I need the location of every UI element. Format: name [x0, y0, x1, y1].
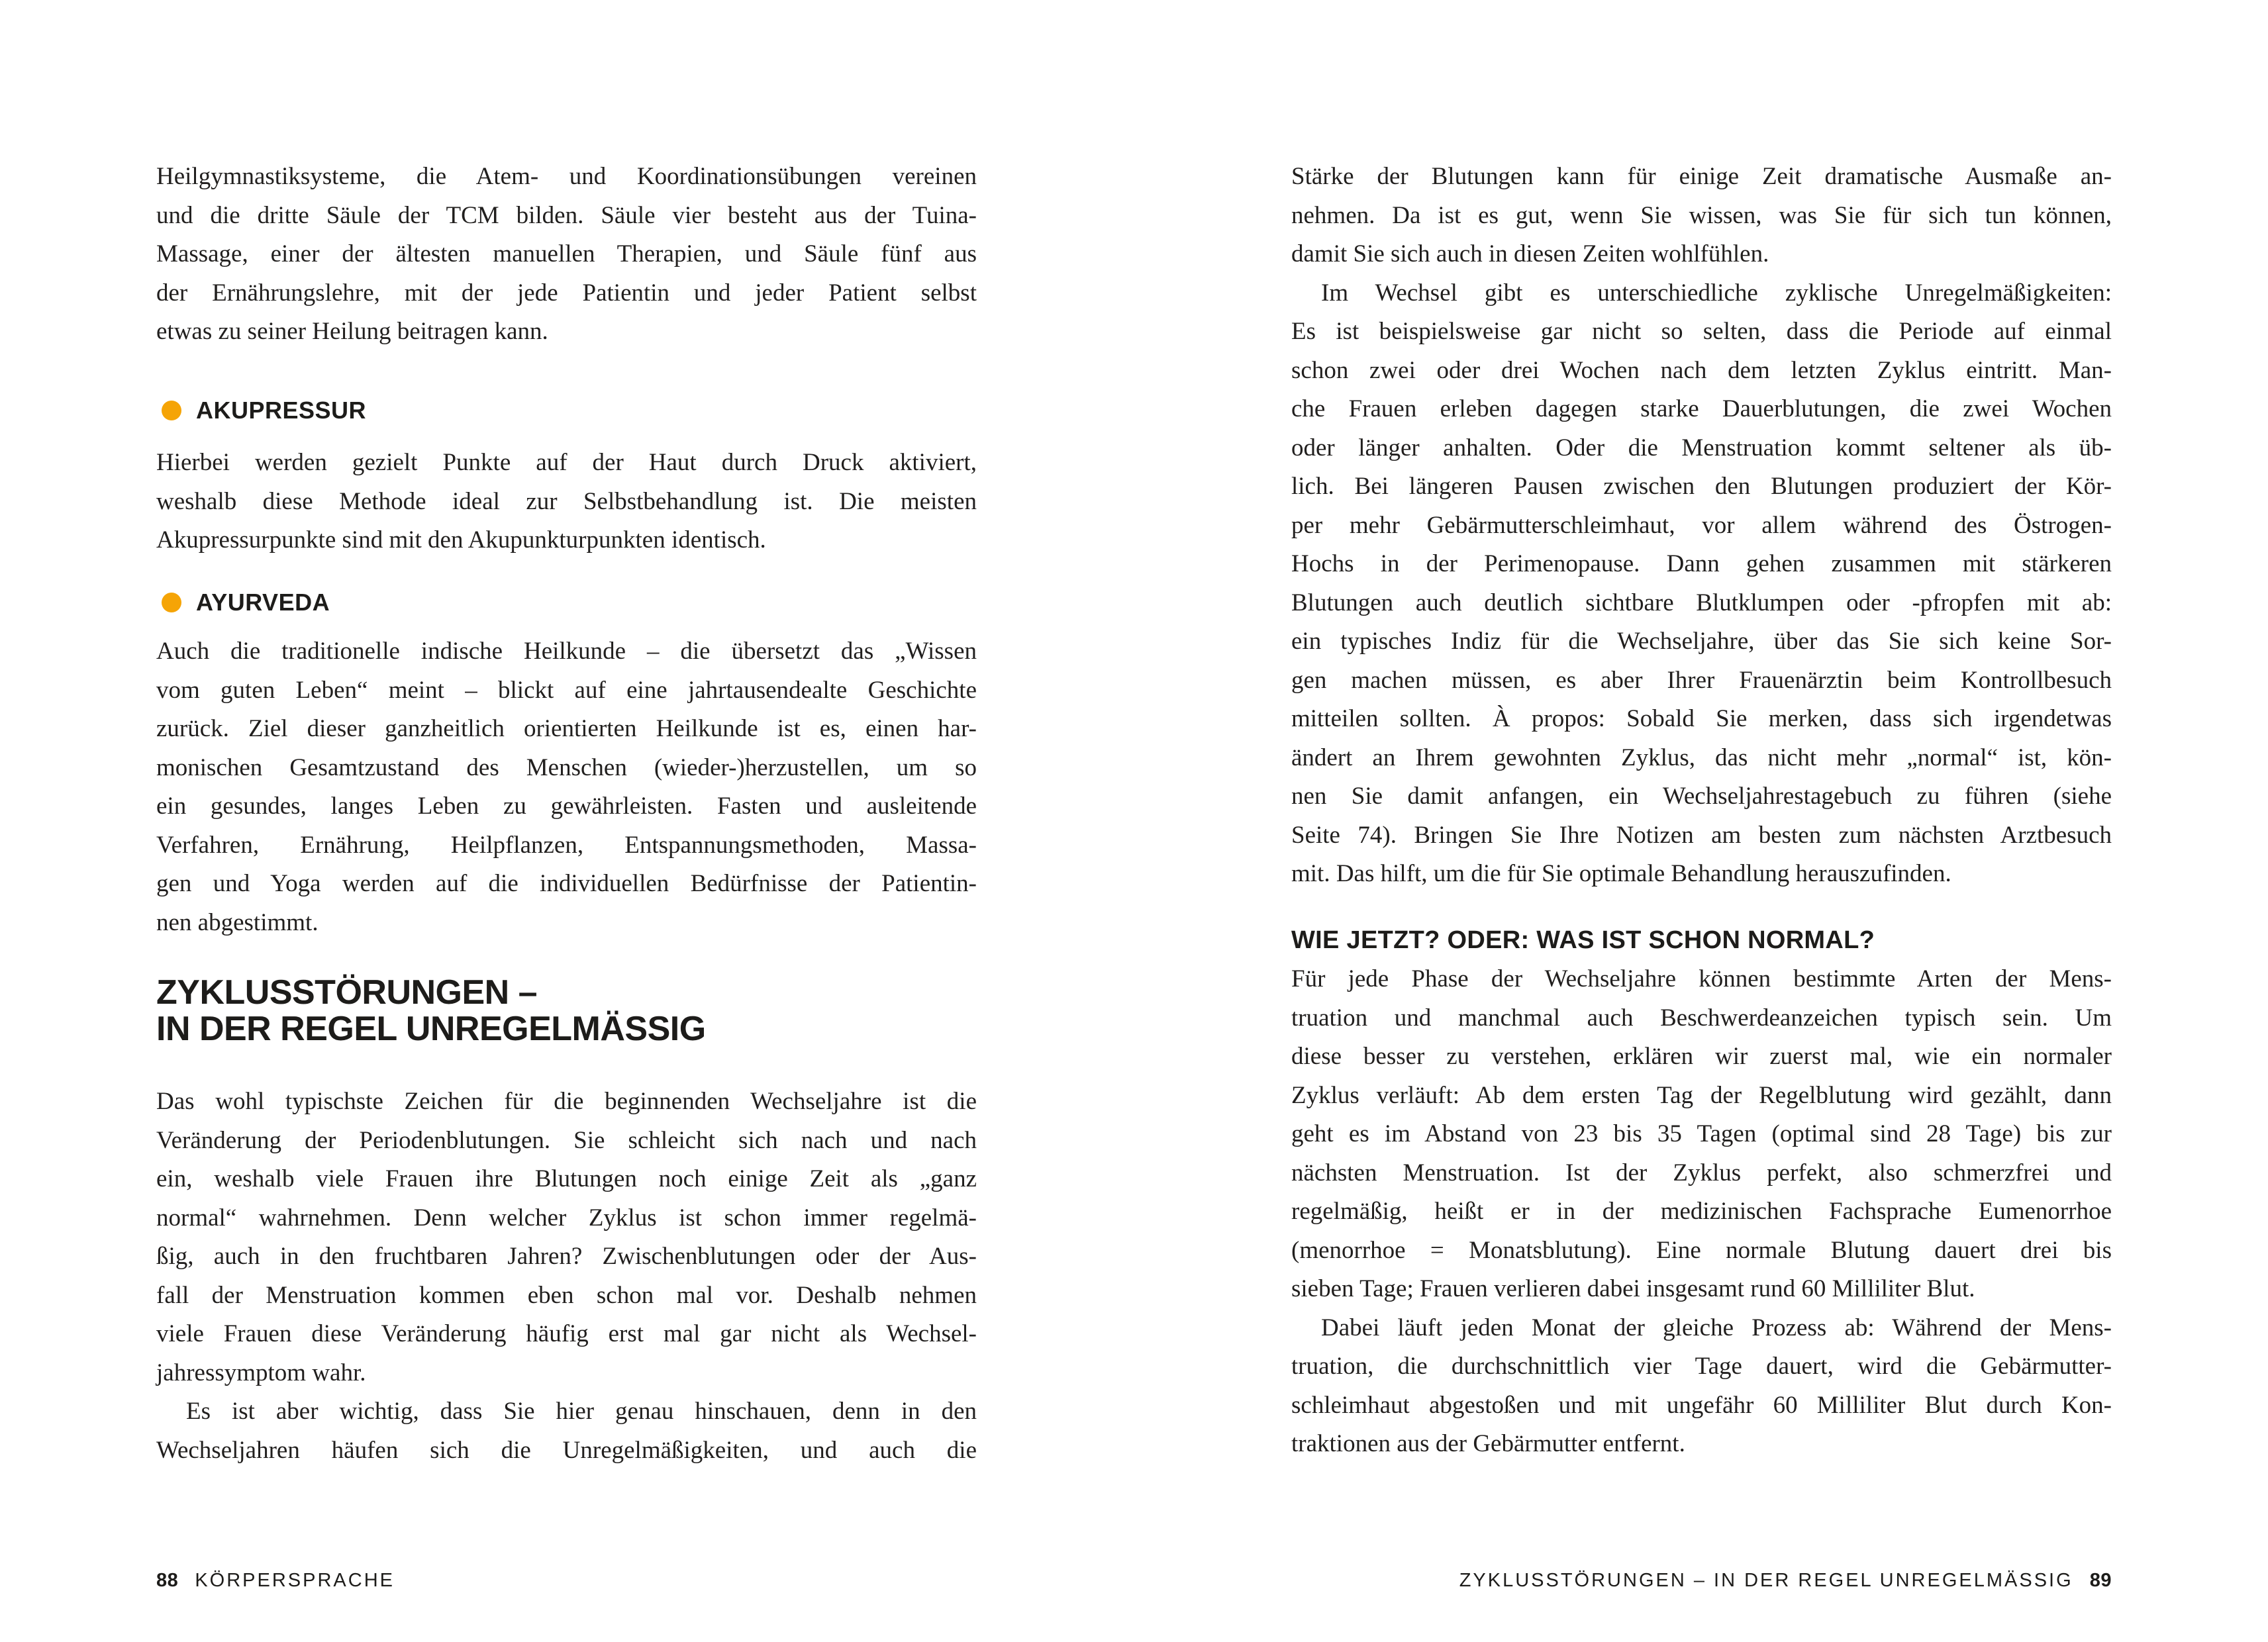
text-line: nen abgestimmt. [156, 908, 319, 936]
footer-right [1459, 1569, 2112, 1592]
text-line: weshalb diese Methode ideal zur Selbstbehandlung ist. Die meisten [156, 487, 977, 515]
ayurveda-paragraph [156, 632, 977, 942]
text-line: schleimhaut abgestoßen und mit ungefähr 60 Milliliter Blut durch Kon- [1291, 1391, 2112, 1419]
page-number: 88 [156, 1570, 179, 1591]
text-line: der Ernährungslehre, mit der jede Patientin und jeder Patient selbst [156, 279, 977, 307]
text-line: viele Frauen diese Veränderung häufig erst mal gar nicht als Wechsel- [156, 1320, 977, 1347]
section-heading-akupressur [156, 397, 366, 424]
text-line: Es ist aber wichtig, dass Sie hier genau hinschauen, denn in den [186, 1398, 977, 1425]
text-line: mit. Das hilft, um die für Sie optimale Behandlung herauszufinden. [1291, 860, 1951, 887]
text-line: nehmen. Da ist es gut, wenn Sie wissen, was Sie für sich tun können, [1291, 201, 2112, 229]
chapter-heading-line2: IN DER REGEL UNREGELMÄSSIG [156, 1010, 706, 1048]
text-line: mitteilen sollten. À propos: Sobald Sie merken, dass sich irgendetwas [1291, 705, 2112, 732]
text-line: Dabei läuft jeden Monat der gleiche Prozess ab: Während der Mens- [1321, 1314, 2112, 1341]
section-heading-ayurveda [156, 589, 330, 616]
text-line: Hierbei werden gezielt Punkte auf der Haut durch Druck aktiviert, [156, 449, 977, 476]
text-line: oder länger anhalten. Oder die Menstruation kommt seltener als üb- [1291, 434, 2112, 461]
text-line: und die dritte Säule der TCM bilden. Säule vier besteht aus der Tuina- [156, 201, 977, 229]
cycle-paragraph [156, 1083, 977, 1470]
cycle-irregularities-paragraph [1291, 158, 2112, 894]
text-line: gen und Yoga werden auf die individuellen Bedürfnisse der Patientin- [156, 870, 977, 897]
text-line: nen Sie damit anfangen, ein Wechseljahrestagebuch zu führen (siehe [1291, 783, 2112, 810]
text-line: monischen Gesamtzustand des Menschen (wieder-)herzustellen, um so [156, 753, 977, 781]
text-line: Massage, einer der ältesten manuellen Therapien, und Säule fünf aus [156, 240, 977, 267]
text-line: Auch die traditionelle indische Heilkunde – die übersetzt das „Wissen [156, 638, 977, 665]
text-line: damit Sie sich auch in diesen Zeiten wohlfühlen. [1291, 240, 1769, 267]
text-line: ein, weshalb viele Frauen ihre Blutungen noch einige Zeit als „ganz [156, 1165, 977, 1192]
text-line: fall der Menstruation kommen eben schon mal vor. Deshalb nehmen [156, 1281, 977, 1309]
text-line: che Frauen erleben dagegen starke Dauerblutungen, die zwei Wochen [1291, 395, 2112, 422]
text-line: traktionen aus der Gebärmutter entfernt. [1291, 1430, 1685, 1457]
text-line: jahressymptom wahr. [156, 1359, 366, 1386]
text-line: vom guten Leben“ meint – blickt auf eine jahrtausendealte Geschichte [156, 676, 977, 704]
text-line: per mehr Gebärmutterschleimhaut, vor allem während des Östrogen- [1291, 511, 2112, 539]
text-line: Akupressurpunkte sind mit den Akupunkturpunkten identisch. [156, 526, 766, 554]
text-line: lich. Bei längeren Pausen zwischen den Blutungen produziert der Kör- [1291, 473, 2112, 500]
akupressur-paragraph [156, 444, 977, 560]
text-line: ändert an Ihrem gewohnten Zyklus, das nicht mehr „normal“ ist, kön- [1291, 744, 2112, 771]
text-line: Zyklus verläuft: Ab dem ersten Tag der Regelblutung wird gezählt, dann [1291, 1081, 2112, 1109]
text-line: sieben Tage; Frauen verlieren dabei insgesamt rund 60 Milliliter Blut. [1291, 1275, 1975, 1302]
text-line: Wechseljahren häufen sich die Unregelmäßigkeiten, und auch die [156, 1436, 977, 1464]
text-line: (menorrhoe = Monatsblutung). Eine normale Blutung dauert drei bis [1291, 1236, 2112, 1264]
chapter-heading-line1: ZYKLUSSTÖRUNGEN – [156, 973, 538, 1012]
text-line: Im Wechsel gibt es unterschiedliche zyklische Unregelmäßigkeiten: [1321, 279, 2112, 307]
text-line: truation, die durchschnittlich vier Tage dauert, wird die Gebärmutter- [1291, 1353, 2112, 1380]
page-right [1291, 0, 2112, 1642]
section-heading-label: AKUPRESSUR [196, 397, 367, 424]
text-line: truation und manchmal auch Beschwerdeanzeichen typisch sein. Um [1291, 1004, 2112, 1032]
text-line: Es ist beispielsweise gar nicht so selten, dass die Periode auf einmal [1291, 318, 2112, 345]
text-line: gen machen müssen, es aber Ihrer Frauenärztin beim Kontrollbesuch [1291, 666, 2112, 694]
text-line: geht es im Abstand von 23 bis 35 Tagen (optimal sind 28 Tage) bis zur [1291, 1120, 2112, 1147]
running-title: ZYKLUSSTÖRUNGEN – IN DER REGEL UNREGELMÄSSIG [1459, 1570, 2073, 1591]
page-number: 89 [2089, 1570, 2112, 1591]
running-title: KÖRPERSPRACHE [195, 1570, 395, 1591]
text-line: normal“ wahrnehmen. Denn welcher Zyklus ist schon immer regelmä- [156, 1204, 977, 1232]
text-line: Stärke der Blutungen kann für einige Zeit dramatische Ausmaße an- [1291, 163, 2112, 190]
text-line: ein typisches Indiz für die Wechseljahre, über das Sie sich keine Sor- [1291, 628, 2112, 655]
text-line: regelmäßig, heißt er in der medizinischen Fachsprache Eumenorrhoe [1291, 1198, 2112, 1225]
text-line: ein gesundes, langes Leben zu gewährleisten. Fasten und ausleitende [156, 793, 977, 820]
page-left [156, 0, 977, 1642]
text-line: Hochs in der Perimenopause. Dann gehen zusammen mit stärkeren [1291, 550, 2112, 577]
section-heading-was-ist-normal: WIE JETZT? ODER: WAS IST SCHON NORMAL? [1291, 926, 1875, 954]
normal-cycle-paragraph [1291, 960, 2112, 1464]
text-line: Blutungen auch deutlich sichtbare Blutklumpen oder -pfropfen mit ab: [1291, 589, 2112, 616]
text-line: ßig, auch in den fruchtbaren Jahren? Zwischenblutungen oder der Aus- [156, 1243, 977, 1270]
section-heading-label: AYURVEDA [196, 589, 330, 616]
text-line: Veränderung der Periodenblutungen. Sie schleicht sich nach und nach [156, 1126, 977, 1154]
text-line: zurück. Ziel dieser ganzheitlich orientierten Heilkunde ist es, einen har- [156, 715, 977, 742]
text-line: nächsten Menstruation. Ist der Zyklus perfekt, also schmerzfrei und [1291, 1159, 2112, 1186]
text-line: Für jede Phase der Wechseljahre können bestimmte Arten der Mens- [1291, 965, 2112, 992]
text-line: diese besser zu verstehen, erklären wir zuerst mal, wie ein normaler [1291, 1043, 2112, 1070]
intro-paragraph [156, 158, 977, 352]
footer-left [156, 1569, 395, 1592]
text-line: Seite 74). Bringen Sie Ihre Notizen am besten zum nächsten Arztbesuch [1291, 821, 2112, 849]
text-line: Das wohl typischste Zeichen für die beginnenden Wechseljahre ist die [156, 1088, 977, 1115]
chapter-heading [156, 975, 706, 1047]
bullet-icon [162, 593, 181, 612]
text-line: etwas zu seiner Heilung beitragen kann. [156, 318, 548, 345]
text-line: Verfahren, Ernährung, Heilpflanzen, Entspannungsmethoden, Massa- [156, 831, 977, 859]
text-line: Heilgymnastiksysteme, die Atem- und Koordinationsübungen vereinen [156, 163, 977, 190]
bullet-icon [162, 401, 181, 420]
text-line: schon zwei oder drei Wochen nach dem letzten Zyklus eintritt. Man- [1291, 356, 2112, 384]
